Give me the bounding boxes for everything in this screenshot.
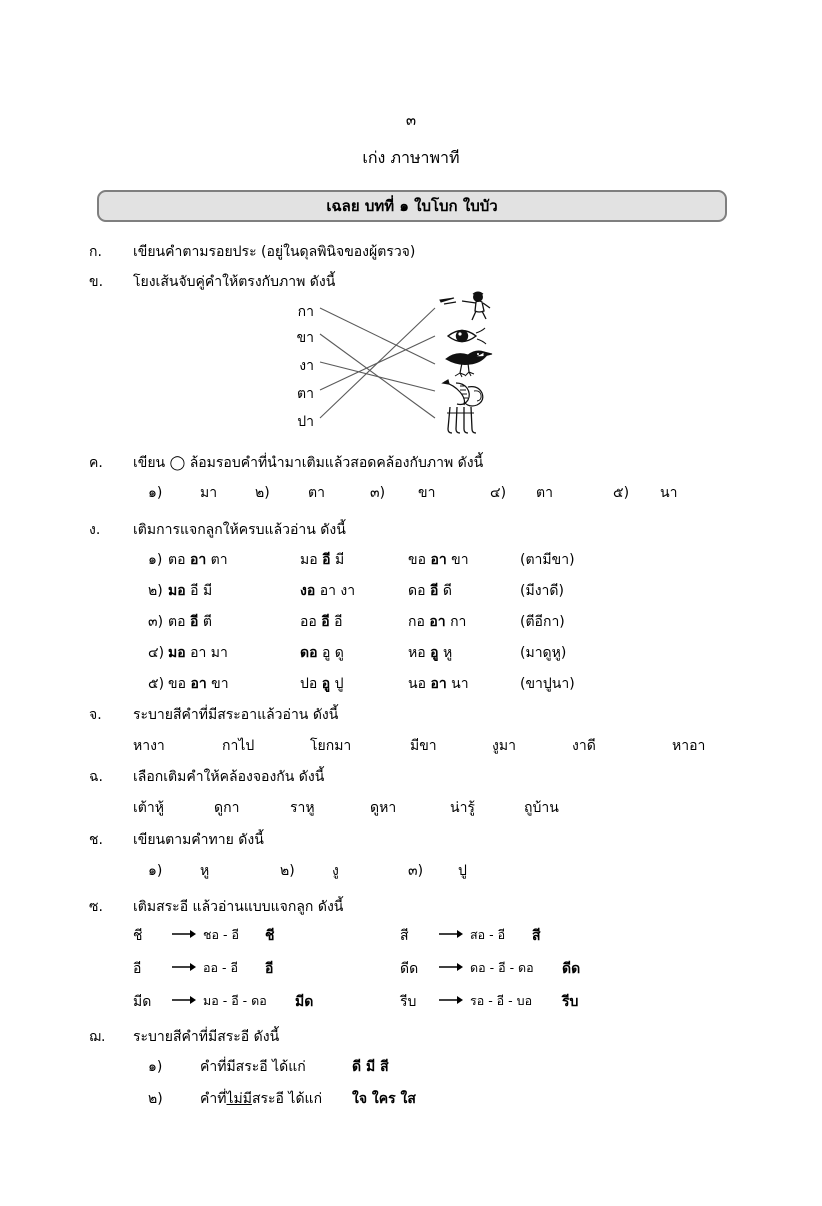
section-label-ka: ก. <box>89 244 102 260</box>
matching-exercise <box>280 285 515 435</box>
drill-word-left-3: มีด <box>133 994 152 1010</box>
match-word-3: ตา <box>297 386 314 402</box>
row-number-ngo-4: ๔) <box>148 645 165 661</box>
row-number-ngo-1: ๑) <box>148 552 163 568</box>
item-number-c-4: ๔) <box>490 485 507 501</box>
item-number-z-1: ๑) <box>148 863 163 879</box>
item-word-c-2: ตา <box>308 485 325 501</box>
spell-cell-ngo-3-2: ออ อี อี <box>300 614 343 630</box>
section-heading-chho: เลือกเติมคำให้คล้องจองกัน ดังนี้ <box>133 769 325 785</box>
item-word-c-3: ขา <box>418 485 436 501</box>
chapter-banner <box>97 190 727 222</box>
item-number-n-1: ๑) <box>148 1059 163 1075</box>
spell-cell-ngo-5-3: นอ อา นา <box>408 676 469 692</box>
word-chho-2: ดูกา <box>214 800 240 816</box>
arrow-icon-left-2 <box>171 960 197 978</box>
drill-spell-left-1: ชอ - อี <box>203 927 239 942</box>
result-word-ngo-1: (ตามีขา) <box>520 552 575 568</box>
word-chho-4: ดูหา <box>370 800 397 816</box>
item-word-z-1: หู <box>200 863 210 879</box>
match-word-4: ปา <box>297 414 314 430</box>
word-cho-3: โยกมา <box>310 738 352 754</box>
row-number-ngo-3: ๓) <box>148 614 164 630</box>
section-heading-cho: ระบายสีคำที่มีสระอาแล้วอ่าน ดังนี้ <box>133 707 339 723</box>
drill-word-right-2: ดีด <box>400 961 419 977</box>
item-word-c-1: มา <box>200 485 218 501</box>
word-chho-5: น่ารู้ <box>450 800 475 816</box>
item-answers-n-1: ดี มี สี <box>352 1059 389 1075</box>
spell-cell-ngo-2-1: มอ อี มี <box>168 583 213 599</box>
drill-spell-left-3: มอ - อี - ดอ <box>203 993 267 1008</box>
row-number-ngo-2: ๒) <box>148 583 163 599</box>
spell-cell-ngo-3-1: ตอ อี ตี <box>168 614 212 630</box>
spell-cell-ngo-4-1: มอ อา มา <box>168 645 228 661</box>
item-prompt-n-1: คำที่มีสระอี ได้แก่ <box>200 1059 306 1075</box>
spell-cell-ngo-1-1: ตอ อา ตา <box>168 552 228 568</box>
spell-cell-ngo-1-3: ขอ อา ขา <box>408 552 469 568</box>
section-label-chho: ฉ. <box>89 769 103 785</box>
eye-icon <box>438 323 496 351</box>
word-cho-6: งาดี <box>572 738 596 754</box>
drill-word-right-3: รีบ <box>400 994 417 1010</box>
section-label-cho3: ฌ. <box>89 1029 106 1045</box>
item-word-c-5: นา <box>660 485 678 501</box>
drill-spell-right-2: ดอ - อี - ดอ <box>470 960 534 975</box>
section-heading-ka: เขียนคำตามรอยประ (อยู่ในดุลพินิจของผู้ตรวจ) <box>133 244 416 260</box>
drill-word-left-2: อี <box>133 961 142 977</box>
arrow-icon-right-2 <box>438 960 464 978</box>
legs-icon <box>438 405 496 433</box>
spell-cell-ngo-2-3: ดอ อี ดี <box>408 583 452 599</box>
section-heading-cho3: ระบายสีคำที่มีสระอี ดังนี้ <box>133 1029 280 1045</box>
result-word-ngo-5: (ขาปูนา) <box>520 676 575 692</box>
drill-word-right-1: สี <box>400 928 409 944</box>
drill-result-right-3: รีบ <box>562 994 579 1010</box>
item-prompt-n-2: คำที่ไม่มีสระอี ได้แก่ <box>200 1091 323 1107</box>
spell-cell-ngo-5-2: ปอ อู ปู <box>300 676 344 692</box>
section-heading-so: เติมสระอี แล้วอ่านแบบแจกลูก ดังนี้ <box>133 899 344 915</box>
drill-spell-right-1: สอ - อี <box>470 927 506 942</box>
item-word-z-2: งู <box>332 863 339 879</box>
drill-spell-right-3: รอ - อี - บอ <box>470 993 533 1008</box>
word-chho-1: เต้าหู้ <box>133 800 164 816</box>
match-word-1: ขา <box>296 330 314 346</box>
item-word-z-3: ปู <box>458 863 467 879</box>
drill-result-left-2: อี <box>265 961 274 977</box>
throwing-person-icon <box>438 291 496 319</box>
arrow-icon-right-3 <box>438 993 464 1011</box>
chapter-banner-label: เฉลย บทที่ ๑ ใบโบก ใบบัว <box>326 197 498 215</box>
spell-cell-ngo-1-2: มอ อี มี <box>300 552 345 568</box>
spell-cell-ngo-2-2: งอ อา งา <box>300 583 356 599</box>
drill-word-left-1: ชี <box>133 928 143 944</box>
drill-result-right-2: ดีด <box>562 961 581 977</box>
word-cho-4: มีขา <box>410 738 437 754</box>
section-label-cho: จ. <box>89 707 102 723</box>
arrow-icon-right-1 <box>438 927 464 945</box>
word-chho-6: ถูบ้าน <box>524 800 559 816</box>
section-label-cho2: ช. <box>89 832 103 848</box>
section-heading-cho2: เขียนตามคำทาย ดังนี้ <box>133 832 264 848</box>
word-cho-1: หางา <box>133 738 165 754</box>
drill-spell-left-2: ออ - อี <box>203 960 238 975</box>
row-number-ngo-5: ๕) <box>148 676 165 692</box>
section-heading-ngo: เติมการแจกลูกให้ครบแล้วอ่าน ดังนี้ <box>133 522 346 538</box>
item-number-z-2: ๒) <box>280 863 295 879</box>
item-word-c-4: ตา <box>536 485 553 501</box>
spell-cell-ngo-3-3: กอ อา กา <box>408 614 467 630</box>
drill-result-left-3: มีด <box>295 994 314 1010</box>
drill-result-left-1: ชี <box>265 928 275 944</box>
item-number-c-1: ๑) <box>148 485 163 501</box>
section-heading-kho2: เขียน ◯ ล้อมรอบคำที่นำมาเติมแล้วสอดคล้องกับภาพ ดังนี้ <box>133 455 484 471</box>
item-number-c-2: ๒) <box>255 485 270 501</box>
word-cho-2: กาไป <box>222 738 255 754</box>
section-label-kho: ข. <box>89 274 104 290</box>
word-cho-5: งูมา <box>492 738 516 754</box>
spell-cell-ngo-4-2: ดอ อู ดู <box>300 645 344 661</box>
match-word-0: กา <box>297 304 314 320</box>
result-word-ngo-3: (ตีอีกา) <box>520 614 565 630</box>
section-heading-kho: โยงเส้นจับคู่คำให้ตรงกับภาพ ดังนี้ <box>133 274 336 290</box>
item-answers-n-2: ใจ ใคร ใส <box>352 1091 416 1107</box>
section-label-ngo: ง. <box>89 522 101 538</box>
word-chho-3: ราหู <box>290 800 315 816</box>
page-title: เก่ง ภาษาพาที <box>362 148 460 167</box>
drill-result-right-1: สี <box>532 928 541 944</box>
item-number-n-2: ๒) <box>148 1091 163 1107</box>
result-word-ngo-2: (มีงาดี) <box>520 583 564 599</box>
spell-cell-ngo-5-1: ขอ อา ขา <box>168 676 229 692</box>
item-number-c-3: ๓) <box>370 485 386 501</box>
crow-icon <box>438 349 496 377</box>
match-word-2: งา <box>299 358 314 374</box>
arrow-icon-left-3 <box>171 993 197 1011</box>
word-cho-7: หาอา <box>672 738 706 754</box>
item-number-z-3: ๓) <box>408 863 424 879</box>
result-word-ngo-4: (มาดูหู) <box>520 645 567 661</box>
arrow-icon-left-1 <box>171 927 197 945</box>
section-label-so: ซ. <box>89 899 103 915</box>
item-number-c-5: ๕) <box>613 485 630 501</box>
page-number: ๓ <box>405 111 417 129</box>
spell-cell-ngo-4-3: หอ อู หู <box>408 645 453 661</box>
sesame-icon <box>438 377 496 405</box>
section-label-kho2: ค. <box>89 455 103 471</box>
